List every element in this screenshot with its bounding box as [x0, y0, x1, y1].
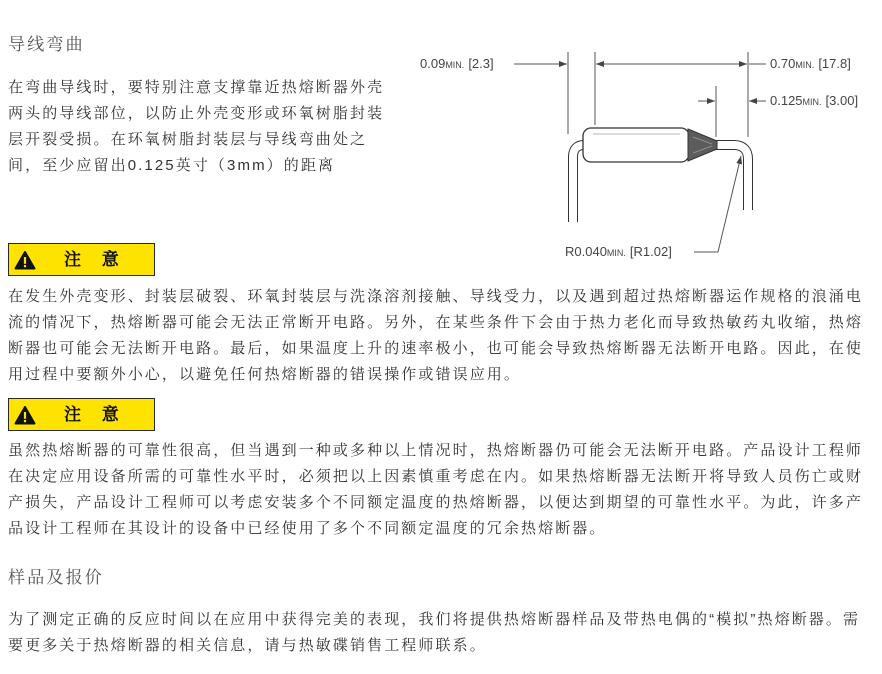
- paragraph-line: 要更多关于热熔断器的相关信息，请与热敏碟销售工程师联系。: [8, 637, 487, 654]
- paragraph-line: 断器也可能会无法断开电路。最后，如果温度上升的速率极小，也可能会导致热熔断器无法断开电路。因此，在使: [8, 340, 864, 357]
- warning-icon: [14, 250, 36, 270]
- paragraph-line: 在决定应用设备所需的可靠性水平时，必须把以上因素慎重考虑在内。如果热熔断器无法断开将导致人员伤亡或财: [8, 468, 864, 485]
- paragraph-line: 用过程中要额外小心，以避免任何热熔断器的错误操作或错误应用。: [8, 366, 522, 383]
- paragraph-line: 虽然热熔断器的可靠性很高，但当遇到一种或多种以上情况时，热熔断器仍可能会无法断开电路。产品设计工程师: [8, 442, 864, 459]
- caution-box: [8, 398, 155, 431]
- paragraph-line: 为了测定正确的反应时间以在应用中获得完美的表现，我们将提供热熔断器样品及带热电偶的“模拟”热熔断器。需: [8, 611, 861, 628]
- paragraph-line: 层开裂受损。在环氧树脂封装层与导线弯曲处之: [8, 131, 368, 148]
- radius-leader: [694, 156, 741, 252]
- dimension-label-lead-clearance: 0.09MIN. [2.3]: [420, 56, 494, 71]
- paragraph-line: 品设计工程师在其设计的设备中已经使用了多个不同额定温度的冗余热熔断器。: [8, 520, 607, 537]
- dimension-label-seal-clearance: 0.125MIN. [3.00]: [770, 93, 859, 108]
- caution-paragraph: [8, 438, 863, 542]
- caution-box: [8, 243, 155, 276]
- paragraph-line: 流的情况下，热熔断器可能会无法正常断开电路。另外，在某些条件下会由于热力老化而导致热敏药丸收缩，热熔: [8, 314, 864, 331]
- right-lead-wire: [704, 145, 748, 210]
- caution-label: 注 意: [64, 405, 127, 424]
- epoxy-seal: [688, 129, 717, 161]
- lead-bending-diagram: [400, 40, 882, 270]
- paragraph-line: 间，至少应留出0.125英寸（3mm）的距离: [8, 157, 336, 174]
- caution-label: 注 意: [64, 250, 127, 269]
- paragraph-line: 两头的导线部位，以防止外壳变形或环氧树脂封装: [8, 105, 385, 122]
- samples-quotes-paragraph: [8, 607, 860, 659]
- section-heading-samples-quotes: 样品及报价: [8, 568, 104, 587]
- dimension-label-bend-radius: R0.040MIN. [R1.02]: [565, 244, 672, 259]
- paragraph-line: 在发生外壳变形、封装层破裂、环氧封装层与洗涤溶剂接触、导线受力，以及遇到超过热熔断器运作规格的浪涌电: [8, 288, 864, 305]
- warning-icon: [14, 405, 36, 425]
- dimension-label-overall-length: 0.70MIN. [17.8]: [770, 56, 851, 71]
- fuse-body: [583, 128, 689, 162]
- caution-paragraph: [8, 284, 863, 388]
- paragraph-line: 产损失，产品设计工程师可以考虑安装多个不同额定温度的热熔断器，以便达到期望的可靠性水平。为此，许多产: [8, 494, 864, 511]
- paragraph-line: 在弯曲导线时，要特别注意支撑靠近热熔断器外壳: [8, 79, 385, 96]
- lead-bending-paragraph: [8, 75, 384, 179]
- section-heading-lead-bending: 导线弯曲: [8, 35, 85, 54]
